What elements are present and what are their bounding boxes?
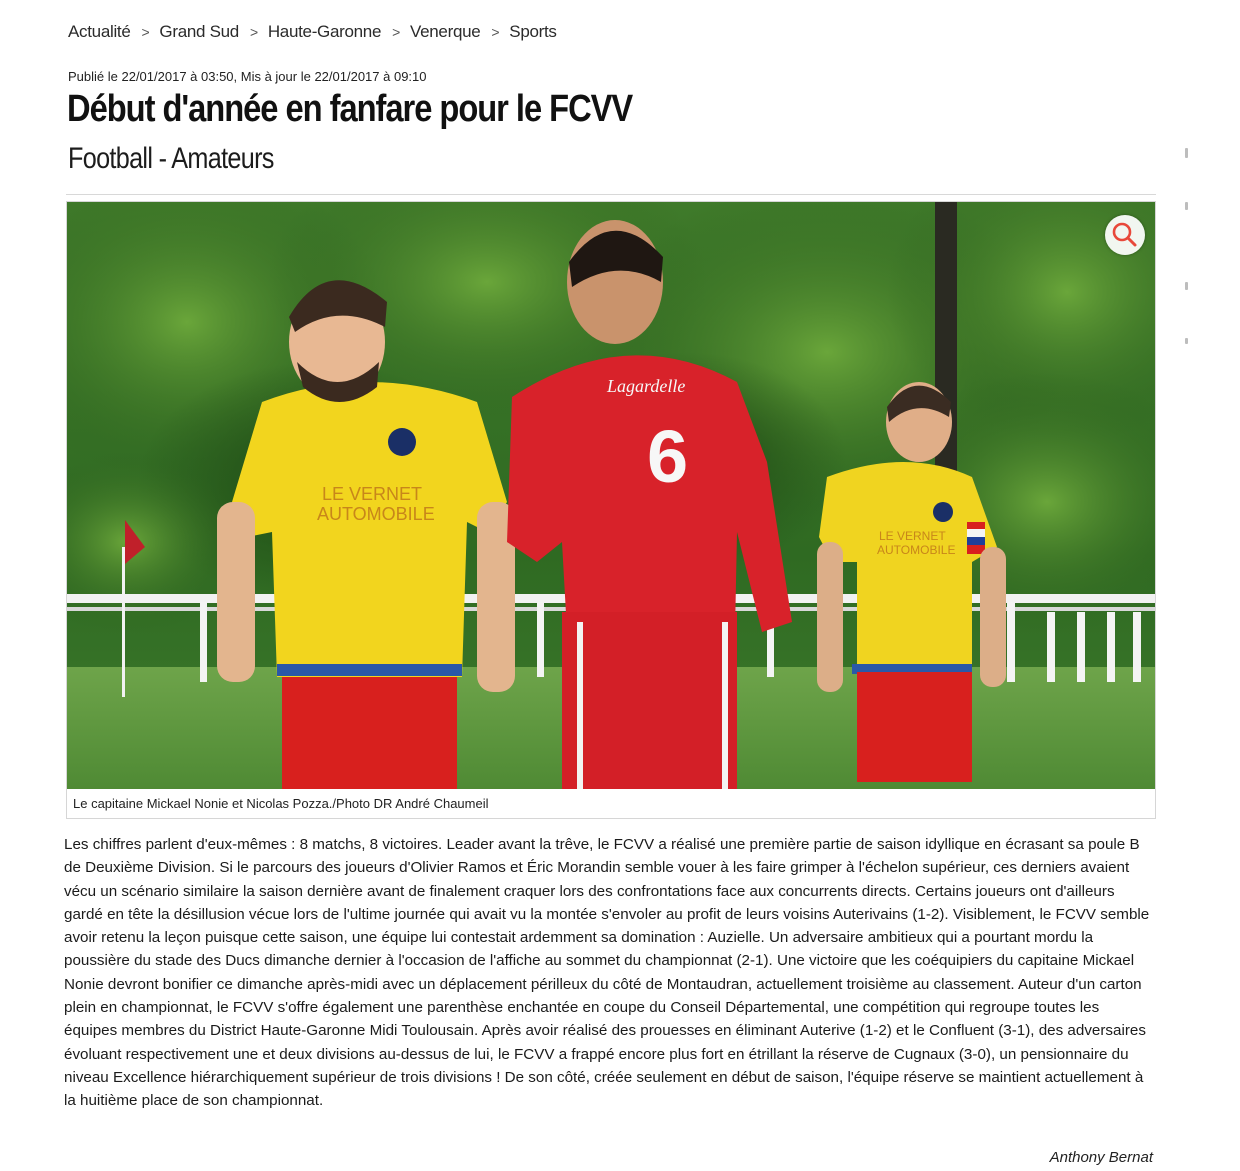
article-body: Les chiffres parlent d'eux-mêmes : 8 matchs, 8 victoires. Leader avant la trêve, le FCVV a réalisé une première partie de saison idyllique en écrasant sa poule B de Deuxième Division. Si le parcours des joueurs d'Olivier Ramos et Éric Morandin semble vouer à les faire grimper à l'échelon supérieur, ces derniers avaient vécu un scénario similaire la saison dernière avant de finalement craquer lors des confrontations face aux concurrents directs. Certains joueurs ont d'ailleurs gardé en tête la désillusion vécue lors de l'ultime journée qui avait vu la montée s'envoler au profit de leurs voisins Auterivains (1-2). Visiblement, le FCVV semble avoir retenu la leçon puisque cette saison, une équipe lui contestait ardemment sa domination : Auzielle. Un adversaire ambitieux qui a pourtant mordu la poussière du stade des Ducs dimanche dernier à l'occasion de l'affiche au sommet du championnat (2-1). Une victoire que les coéquipiers du capitaine Mickael Nonie devront bonifier ce dimanche après-midi avec un déplacement périlleux du côté de Montaudran, actuellement troisième au classement. Auteur d'un carton plein en championnat, le FCVV s'offre également une parenthèse enchantée en coupe du Conseil Départemental, une compétition qui regroupe toutes les équipes membres du District Haute-Garonne Midi Toulousain. Après avoir réalisé des prouesses en éliminant Auterive (1-2) et le Confluent (3-1), des adversaires évoluant respectivement une et deux divisions au-dessus de lui, le FCVV a frappé encore plus fort en étrillant la réserve de Cugnaux (3-0), un pensionnaire du niveau Excellence hiérarchiquement supérieur de trois divisions ! De son côté, créée seulement en début de saison, l'équipe réserve se maintient actuellement à la huitième place de son championnat. bbox=[64, 836, 1150, 1110]
scan-artifact bbox=[1185, 148, 1188, 158]
article-photo[interactable] bbox=[67, 202, 1155, 789]
breadcrumb-separator: > bbox=[249, 24, 258, 40]
published-date: Publié le 22/01/2017 à 03:50, Mis à jour le 22/01/2017 à 09:10 bbox=[68, 69, 427, 84]
article-subtitle: Football - Amateurs bbox=[68, 142, 274, 175]
svg-text:Lagardelle: Lagardelle bbox=[607, 376, 686, 396]
breadcrumb bbox=[68, 22, 557, 42]
scan-artifact bbox=[1185, 282, 1188, 290]
svg-text:LE VERNET: LE VERNET bbox=[879, 529, 946, 543]
svg-text:AUTOMOBILE: AUTOMOBILE bbox=[317, 504, 435, 524]
magnifier-icon bbox=[1105, 215, 1145, 255]
breadcrumb-item-haute-garonne[interactable]: Haute-Garonne bbox=[267, 22, 382, 41]
breadcrumb-separator: > bbox=[392, 24, 401, 40]
article-author: Anthony Bernat bbox=[1049, 1149, 1153, 1166]
football-players-photo bbox=[67, 202, 1155, 789]
breadcrumb-separator: > bbox=[491, 24, 500, 40]
svg-text:LE VERNET: LE VERNET bbox=[322, 484, 423, 504]
breadcrumb-separator: > bbox=[141, 24, 150, 40]
breadcrumb-item-grand-sud[interactable]: Grand Sud bbox=[159, 22, 239, 41]
breadcrumb-item-sports[interactable]: Sports bbox=[509, 22, 557, 41]
scan-artifact bbox=[1185, 202, 1188, 210]
svg-text:6: 6 bbox=[647, 415, 689, 498]
article-title: Début d'année en fanfare pour le FCVV bbox=[67, 88, 633, 130]
scan-artifact bbox=[1185, 338, 1188, 344]
header-divider bbox=[66, 194, 1156, 195]
photo-caption: Le capitaine Mickael Nonie et Nicolas Pozza./Photo DR André Chaumeil bbox=[73, 796, 489, 811]
breadcrumb-item-actualite[interactable]: Actualité bbox=[68, 22, 131, 41]
breadcrumb-item-venerque[interactable]: Venerque bbox=[410, 22, 481, 41]
article-figure bbox=[66, 201, 1156, 819]
svg-text:AUTOMOBILE: AUTOMOBILE bbox=[877, 543, 956, 557]
zoom-button[interactable] bbox=[1105, 215, 1145, 255]
